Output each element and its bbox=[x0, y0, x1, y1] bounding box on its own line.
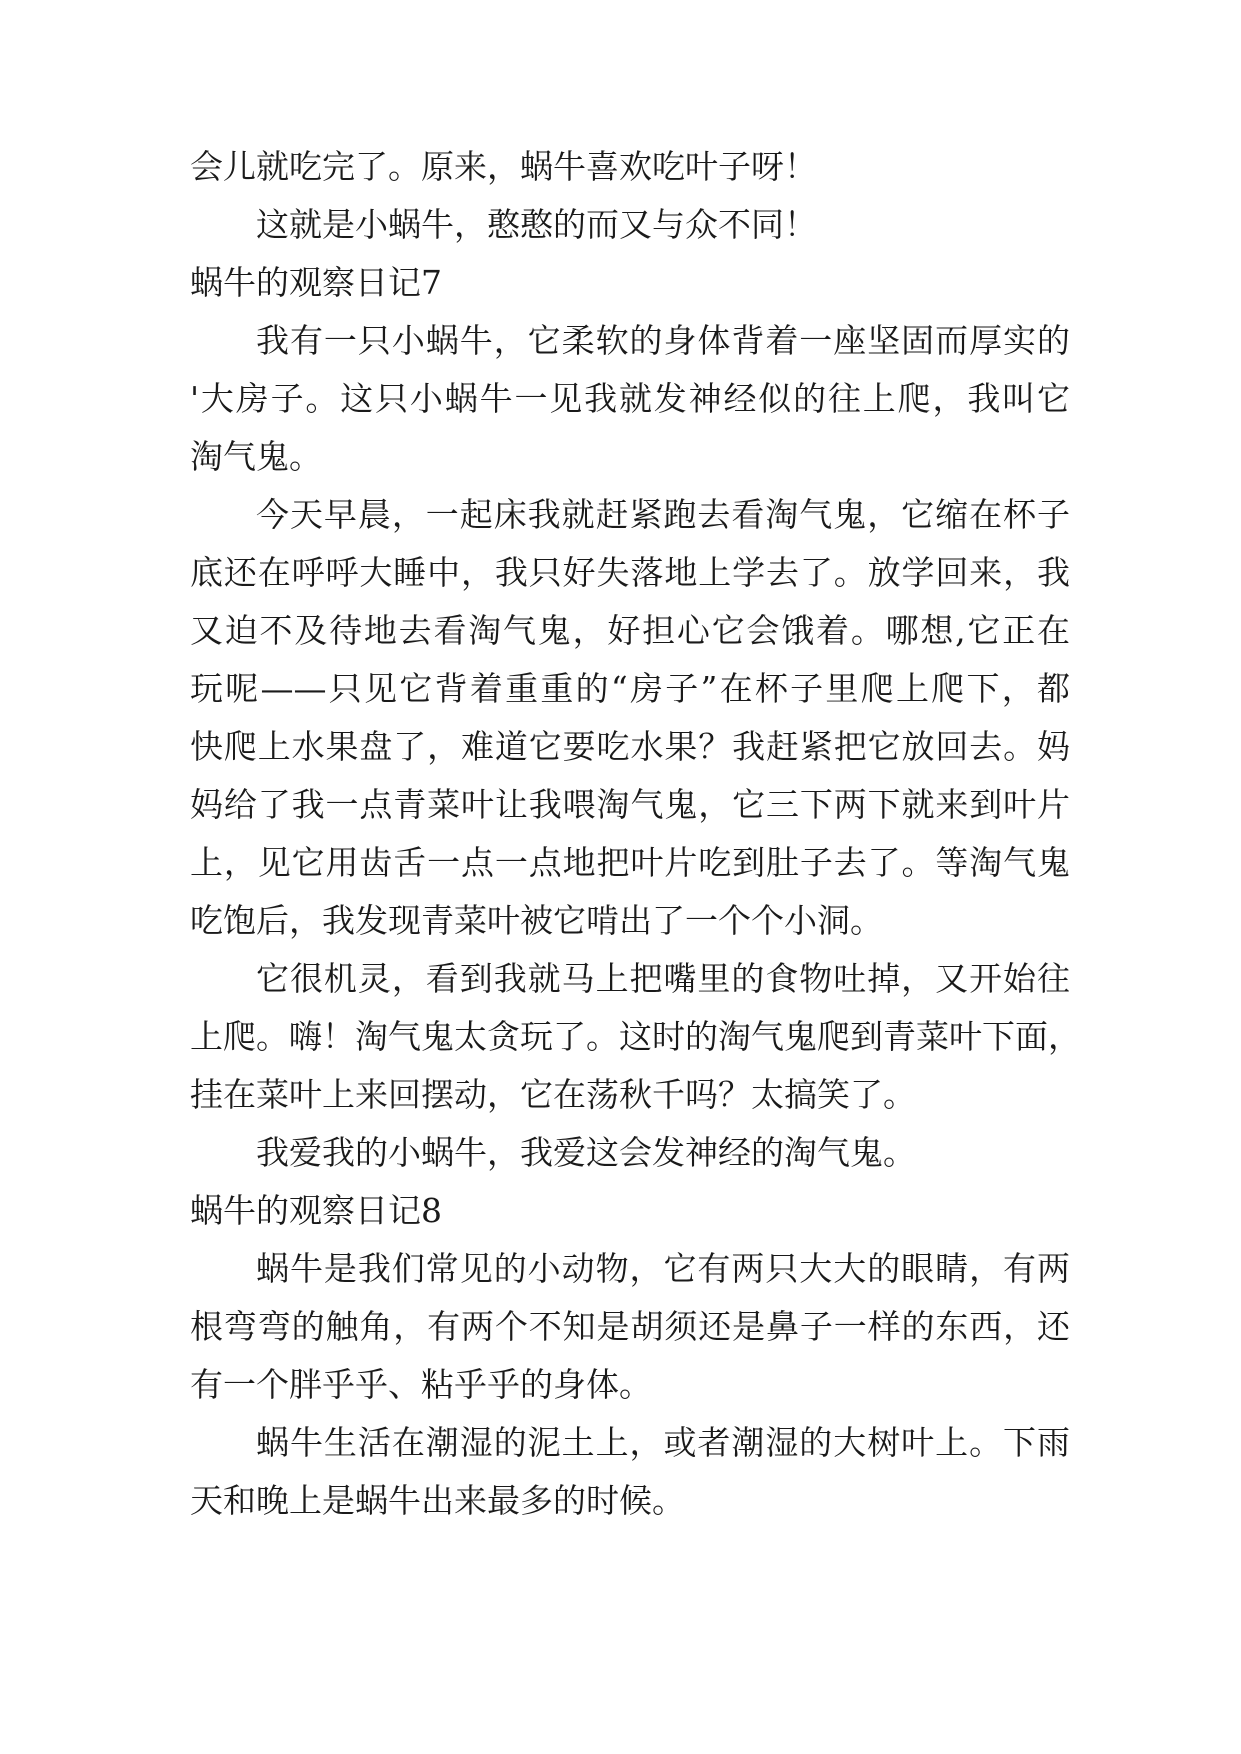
paragraph-line: 它很机灵，看到我就马上把嘴里的食物吐掉，又开始往 bbox=[256, 959, 1070, 998]
paragraph-line: 上爬。嗨！淘气鬼太贪玩了。这时的淘气鬼爬到青菜叶下面， bbox=[190, 1017, 1081, 1056]
paragraph-line: 淘气鬼。 bbox=[190, 437, 322, 476]
section-heading: 蜗牛的观察日记8 bbox=[190, 1191, 442, 1230]
section-heading: 蜗牛的观察日记7 bbox=[190, 263, 442, 302]
paragraph-line: 我爱我的小蜗牛，我爱这会发神经的淘气鬼。 bbox=[256, 1133, 916, 1172]
paragraph-line: '大房子。这只小蜗牛一见我就发神经似的往上爬，我叫它 bbox=[190, 379, 1070, 418]
paragraph-line: 这就是小蜗牛，憨憨的而又与众不同！ bbox=[256, 205, 817, 244]
paragraph-line: 妈给了我一点青菜叶让我喂淘气鬼，它三下两下就来到叶片 bbox=[190, 785, 1070, 824]
paragraph-line: 底还在呼呼大睡中，我只好失落地上学去了。放学回来，我 bbox=[190, 553, 1070, 592]
paragraph-line: 上，见它用齿舌一点一点地把叶片吃到肚子去了。等淘气鬼 bbox=[190, 843, 1070, 882]
paragraph-line: 根弯弯的触角，有两个不知是胡须还是鼻子一样的东西，还 bbox=[190, 1307, 1070, 1346]
paragraph-line: 蜗牛是我们常见的小动物，它有两只大大的眼睛，有两 bbox=[256, 1249, 1070, 1288]
paragraph-line: 快爬上水果盘了，难道它要吃水果？我赶紧把它放回去。妈 bbox=[190, 727, 1070, 766]
paragraph-line: 蜗牛生活在潮湿的泥土上，或者潮湿的大树叶上。下雨 bbox=[256, 1423, 1070, 1462]
paragraph-line: 玩呢——只见它背着重重的“房子”在杯子里爬上爬下，都 bbox=[190, 669, 1070, 708]
paragraph-line: 今天早晨，一起床我就赶紧跑去看淘气鬼，它缩在杯子 bbox=[256, 495, 1070, 534]
paragraph-line: 又迫不及待地去看淘气鬼，好担心它会饿着。哪想,它正在 bbox=[190, 611, 1070, 650]
paragraph-line: 吃饱后，我发现青菜叶被它啃出了一个个小洞。 bbox=[190, 901, 883, 940]
paragraph-line: 会儿就吃完了。原来，蜗牛喜欢吃叶子呀！ bbox=[190, 147, 817, 186]
paragraph-line: 有一个胖乎乎、粘乎乎的身体。 bbox=[190, 1365, 652, 1404]
paragraph-line: 天和晚上是蜗牛出来最多的时候。 bbox=[190, 1481, 685, 1520]
paragraph-line: 我有一只小蜗牛，它柔软的身体背着一座坚固而厚实的 bbox=[256, 321, 1070, 360]
paragraph-line: 挂在菜叶上来回摆动，它在荡秋千吗？太搞笑了。 bbox=[190, 1075, 916, 1114]
